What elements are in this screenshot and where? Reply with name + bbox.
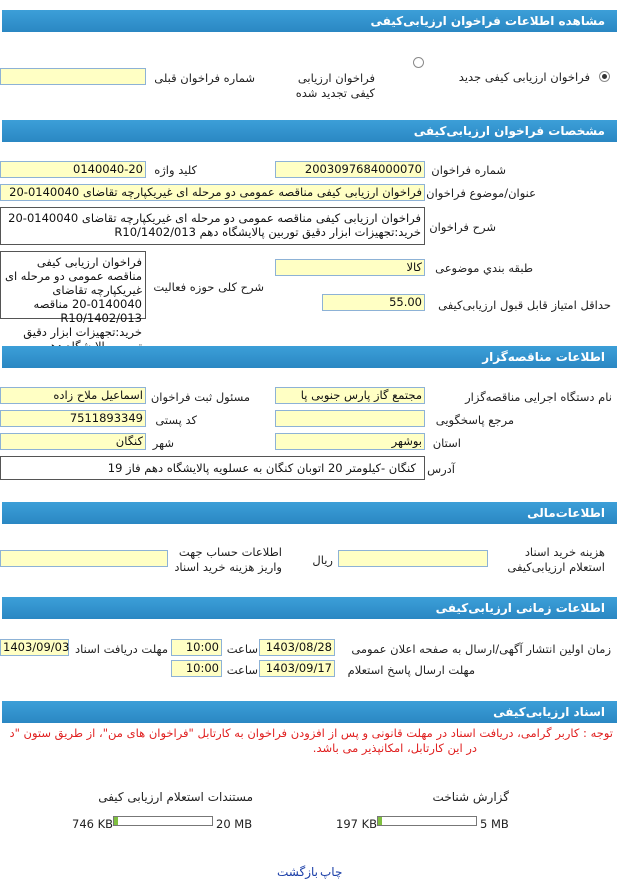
address-label: آدرس: [427, 462, 455, 476]
doc-cost-field: [338, 550, 488, 567]
financial-section-header: [2, 502, 617, 524]
category-field: کالا: [275, 259, 425, 276]
account-field: [0, 550, 168, 567]
radio-new-call[interactable]: [599, 71, 610, 82]
organizer-section-title: اطلاعات مناقصه‌گزار: [482, 350, 605, 364]
registrar-label: مسئول ثبت فراخوان: [150, 390, 250, 404]
previous-call-label: شماره فراخوان قبلی: [154, 71, 255, 85]
identity-report-label[interactable]: گزارش شناخت: [432, 790, 509, 804]
min-score-label: حداقل امتیاز قابل قبول ارزیابی‌کیفی: [438, 298, 611, 312]
print-link[interactable]: چاپ: [320, 865, 343, 879]
currency-label: ریال: [312, 553, 333, 567]
page-header: [2, 10, 617, 32]
inquiry-docs-max: 20 MB: [216, 817, 253, 831]
radio-renewed-call-label: فراخوان ارزیابی کیفی تجدید شده: [295, 71, 375, 100]
keyword-label: کلید واژه: [154, 163, 197, 177]
radio-renewed-call[interactable]: [413, 57, 424, 68]
city-field: کنگان: [0, 433, 146, 450]
province-field: بوشهر: [275, 433, 425, 450]
organizer-section-header: [2, 346, 617, 368]
call-number-field: 2003097684000070: [275, 161, 425, 178]
call-number-label: شماره فراخوان: [431, 163, 506, 177]
specs-section-title: مشخصات فراخوان ارزیابی‌کیفی: [413, 124, 605, 138]
answer-date-field: 1403/09/17: [259, 660, 335, 677]
publish-time-label: ساعت: [226, 642, 258, 656]
exec-label: نام دستگاه اجرایی مناقصه‌گزار: [465, 390, 612, 404]
inquiry-docs-progress: [113, 816, 213, 826]
answer-time-label: ساعت: [226, 663, 258, 677]
reference-field: [275, 410, 425, 427]
inquiry-docs-label[interactable]: مستندات استعلام ارزیابی کیفی: [98, 790, 253, 804]
back-link[interactable]: بازگشت: [277, 865, 318, 879]
identity-report-size: 197 KB: [336, 817, 378, 831]
timing-section-header: [2, 597, 617, 619]
timing-section-title: اطلاعات زمانی ارزیابی‌کیفی: [435, 601, 605, 615]
identity-report-progress: [377, 816, 477, 826]
previous-call-field[interactable]: [0, 68, 146, 85]
description-box: فراخوان ارزیابی کیفی مناقصه عمومی دو مرحله ای غیریکپارچه تقاضای 0140040-20 خرید:تجهیزات ابزار دقیق توربین پالایشگاه دهم R10/1402/013: [0, 207, 425, 245]
category-label: طبقه بندي موضوعی: [435, 261, 533, 275]
postal-code-label: کد پستی: [155, 413, 197, 427]
activity-box: فراخوان ارزیابی کیفی مناقصه عمومی دو مرحله ای غیریکپارچه تقاضای 0140040-20 مناقصه R10/1402/013 خرید:تجهیزات ابزار دقیق: [0, 251, 146, 319]
financial-section-title: اطلاعات‌مالی: [527, 506, 605, 520]
doc-cost-label: هزینه خرید اسناد استعلام ارزیابی‌کیفی: [507, 545, 605, 574]
identity-report-progress-fill: [378, 817, 382, 825]
radio-new-call-label: فراخوان ارزیابی کیفی جدید: [458, 70, 590, 84]
province-label: استان: [432, 436, 461, 450]
publish-label: زمان اولین انتشار آگهی/ارسال به صفحه اعلان عمومی: [351, 642, 611, 656]
identity-report-max: 5 MB: [480, 817, 509, 831]
min-score-field: 55.00: [322, 294, 425, 311]
notice-line-1: توجه : کاربر گرامی، دریافت اسناد در مهلت قانونی و پس از افزودن فراخوان به کارتابل "فراخوان های من"، از طریق ستون "د: [9, 726, 613, 740]
subject-field: فراخوان ارزیابی کیفی مناقصه عمومی دو مرحله ای غیریکپارچه تقاضای 0140040-20: [0, 184, 425, 201]
page-title: مشاهده اطلاعات فراخوان ارزیابی‌کیفی: [370, 14, 605, 28]
subject-label: عنوان/موضوع فراخوان: [426, 186, 536, 200]
inquiry-docs-progress-fill: [114, 817, 118, 825]
registrar-field: اسماعیل ملاح زاده: [0, 387, 146, 404]
publish-date-field: 1403/08/28: [259, 639, 335, 656]
answer-time-field: 10:00: [171, 660, 222, 677]
receive-deadline-label: مهلت دریافت اسناد: [75, 642, 168, 656]
publish-time-field: 10:00: [171, 639, 222, 656]
inquiry-docs-size: 746 KB: [72, 817, 114, 831]
address-box: کنگان -کیلومتر 20 اتوبان کنگان به عسلویه پالایشگاه دهم فاز 19: [0, 456, 425, 480]
description-label: شرح فراخوان: [429, 220, 496, 234]
specs-section-header: [2, 120, 617, 142]
account-label: اطلاعات حساب جهت واریز هزینه خرید اسناد: [174, 545, 282, 574]
answer-deadline-label: مهلت ارسال پاسخ استعلام: [347, 663, 475, 677]
exec-field: مجتمع گاز پارس جنوبی پا: [275, 387, 425, 404]
city-label: شهر: [152, 436, 174, 450]
activity-label: شرح کلی حوزه فعالیت: [153, 280, 264, 294]
keyword-field: 0140040-20: [0, 161, 146, 178]
notice-line-2: در این کارتابل، امکانپذیر می باشد.: [312, 741, 477, 755]
documents-section-header: [2, 701, 617, 723]
documents-section-title: اسناد ارزیابی‌کیفی: [493, 705, 605, 719]
reference-label: مرجع پاسخگویی: [435, 413, 514, 427]
receive-deadline-field: 1403/09/03: [0, 639, 69, 656]
postal-code-field: 7511893349: [0, 410, 146, 427]
